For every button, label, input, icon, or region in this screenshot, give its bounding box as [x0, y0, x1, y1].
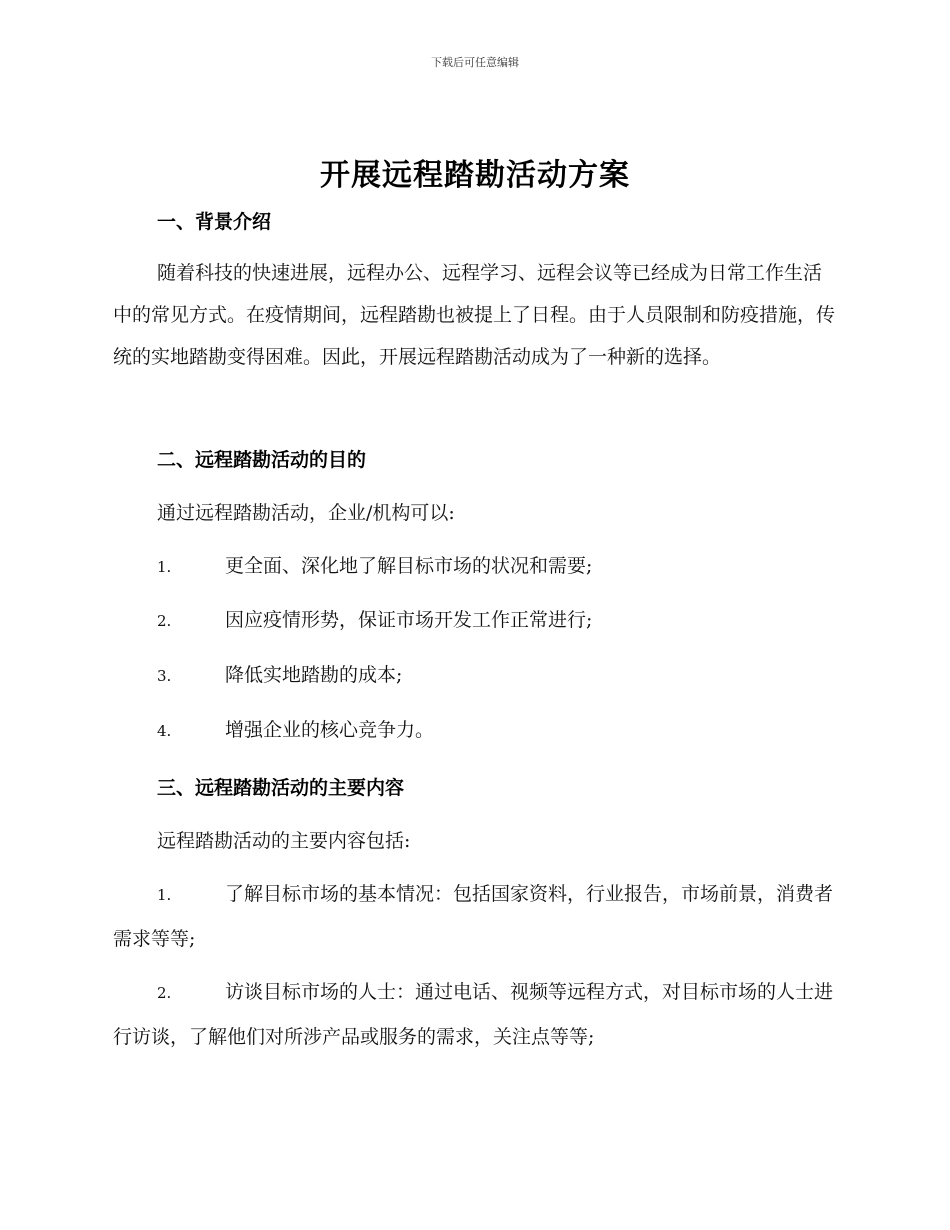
document-title: 开展远程踏勘活动方案 — [320, 158, 630, 193]
content-list-item — [113, 970, 837, 1059]
content-list-item — [113, 872, 837, 961]
section-heading-content: 三、远程踏勘活动的主要内容 — [157, 777, 405, 799]
list-item-text: 访谈目标市场的人士：通过电话、视频等远程方式，对目标市场的人士进行访谈，了解他们对所涉产品或服务的需求，关注点等等; — [113, 981, 834, 1048]
list-item-text: 降低实地踏勘的成本; — [225, 664, 403, 686]
section-heading-background: 一、背景介绍 — [157, 211, 272, 233]
section-heading-purpose: 二、远程踏勘活动的目的 — [157, 449, 367, 471]
purpose-list-item — [113, 598, 837, 643]
list-number: 1. — [157, 886, 172, 904]
list-item-text: 更全面、深化地了解目标市场的状况和需要; — [225, 555, 593, 577]
list-item-text: 因应疫情形势，保证市场开发工作正常进行; — [225, 609, 593, 631]
list-number: 2. — [157, 984, 172, 1002]
purpose-list-item — [113, 708, 837, 753]
content-intro: 远程踏勘活动的主要内容包括: — [157, 830, 411, 852]
list-number: 4. — [157, 722, 172, 740]
purpose-intro: 通过远程踏勘活动，企业/机构可以: — [157, 502, 455, 524]
background-paragraph: 随着科技的快速进展，远程办公、远程学习、远程会议等已经成为日常工作生活中的常见方式。在疫情期间，远程踏勘也被提上了日程。由于人员限制和防疫措施，传统的实地踏勘变得困难。因此，开展远程踏勘活动成为了一种新的选择。 — [113, 262, 836, 368]
list-item-text: 增强企业的核心竞争力。 — [225, 719, 435, 741]
list-number: 1. — [157, 558, 172, 576]
list-item-text: 了解目标市场的基本情况：包括国家资料，行业报告，市场前景，消费者需求等等; — [113, 883, 834, 950]
header-note: 下载后可任意编辑 — [431, 56, 519, 69]
list-number: 3. — [157, 667, 172, 685]
purpose-list-item — [113, 653, 837, 698]
purpose-list-item — [113, 544, 837, 589]
list-number: 2. — [157, 612, 172, 630]
